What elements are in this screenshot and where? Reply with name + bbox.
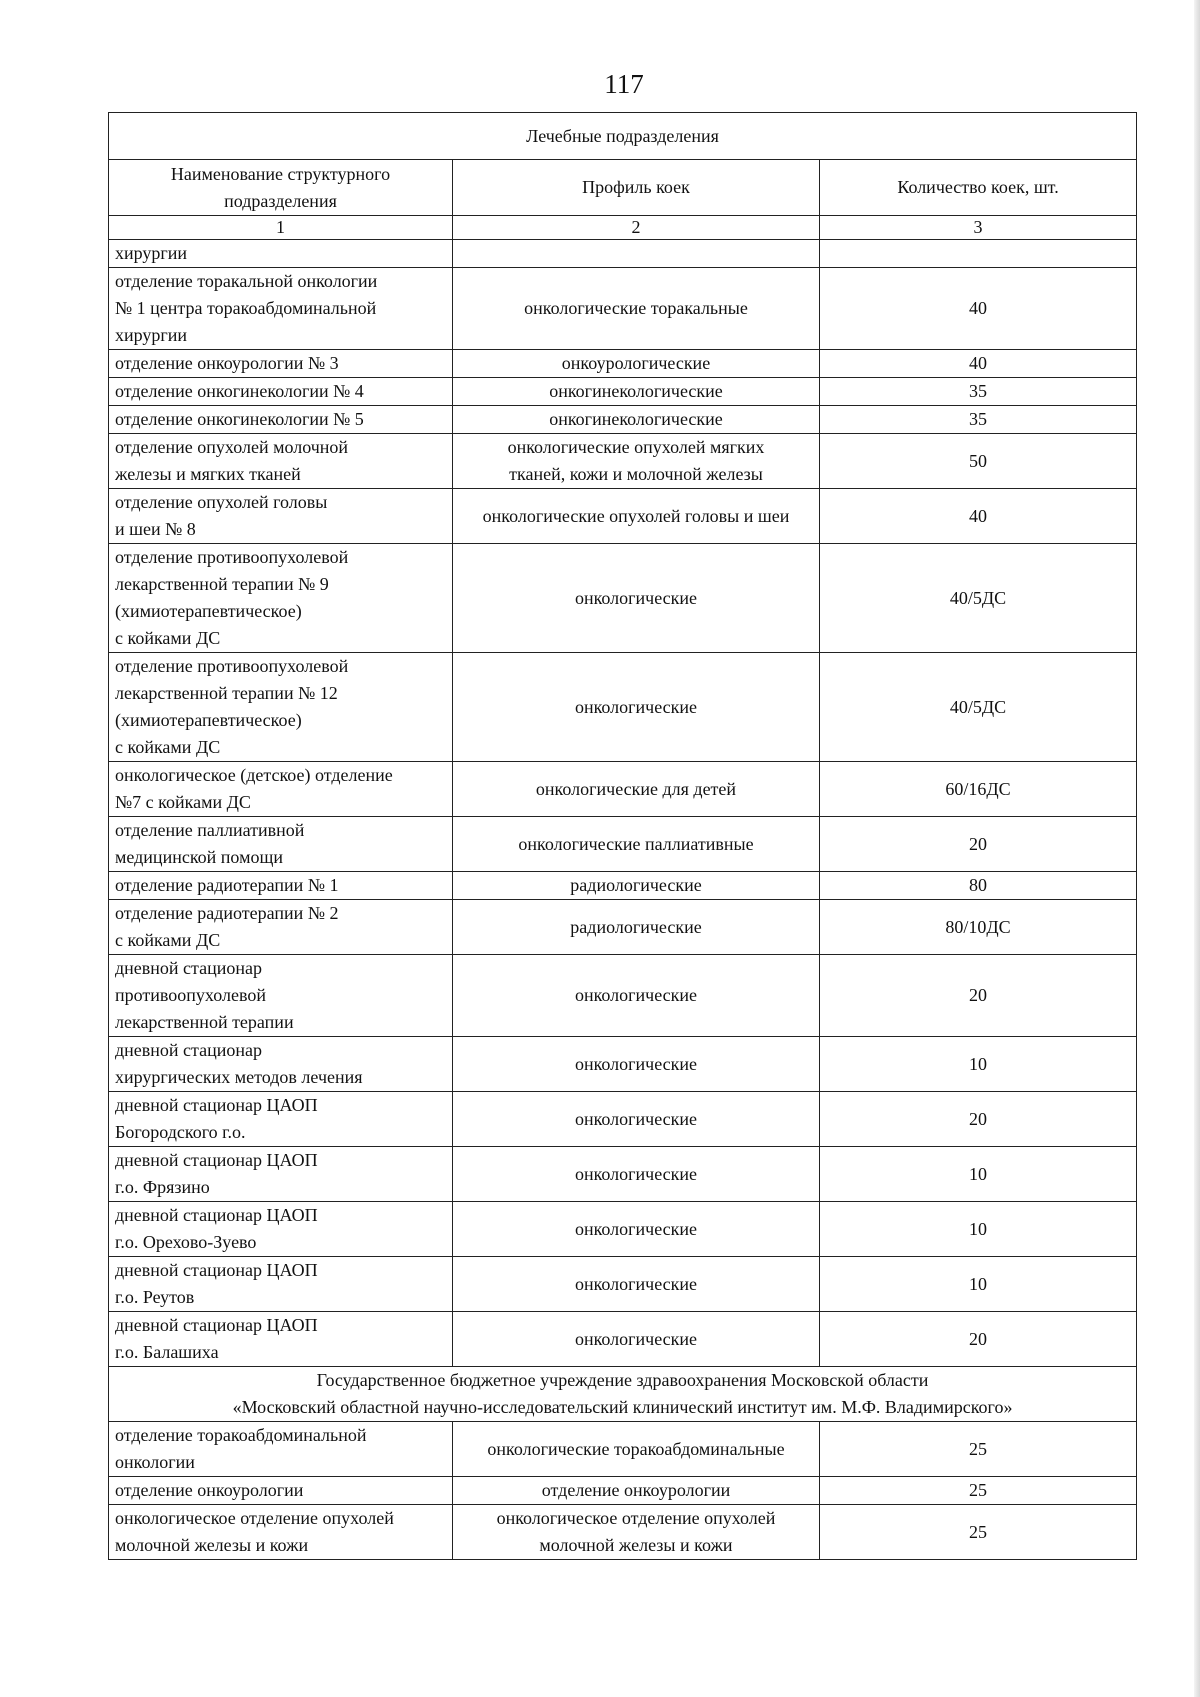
cell-name: отделение радиотерапии № 2 с койками ДС bbox=[109, 900, 453, 955]
table-row bbox=[109, 1092, 1137, 1147]
cell-count: 10 bbox=[820, 1202, 1137, 1257]
cell-name: отделение торакоабдоминальной онкологии bbox=[109, 1422, 453, 1477]
cell-count: 20 bbox=[820, 1312, 1137, 1367]
header-row bbox=[109, 160, 1137, 216]
table-row bbox=[109, 653, 1137, 762]
cell-profile: радиологические bbox=[453, 872, 820, 900]
cell-profile: онкологические для детей bbox=[453, 762, 820, 817]
cell-name: хирургии bbox=[109, 240, 453, 268]
table-row bbox=[109, 872, 1137, 900]
institution-row bbox=[109, 1422, 1137, 1477]
table-row bbox=[109, 350, 1137, 378]
table-row bbox=[109, 955, 1137, 1037]
section-title-row bbox=[109, 113, 1137, 160]
cell-count: 25 bbox=[820, 1422, 1137, 1477]
cell-name: дневной стационар ЦАОП г.о. Орехово-Зуево bbox=[109, 1202, 453, 1257]
table-row bbox=[109, 378, 1137, 406]
institution-row bbox=[109, 1505, 1137, 1560]
cell-count: 50 bbox=[820, 434, 1137, 489]
cell-count bbox=[820, 240, 1137, 268]
cell-profile: онкогинекологические bbox=[453, 378, 820, 406]
cell-count: 40 bbox=[820, 268, 1137, 350]
table-row bbox=[109, 900, 1137, 955]
cell-profile: онкологические опухолей головы и шеи bbox=[453, 489, 820, 544]
page-number: 117 bbox=[604, 69, 644, 99]
header-name: Наименование структурного подразделения bbox=[109, 160, 453, 216]
cell-profile: отделение онкоурологии bbox=[453, 1477, 820, 1505]
cell-count: 25 bbox=[820, 1477, 1137, 1505]
cell-name: отделение торакальной онкологии № 1 центра торакоабдоминальной хирургии bbox=[109, 268, 453, 350]
cell-count: 40 bbox=[820, 350, 1137, 378]
cell-profile: онкологические торакальные bbox=[453, 268, 820, 350]
cell-name: дневной стационар ЦАОП г.о. Балашиха bbox=[109, 1312, 453, 1367]
scan-edge bbox=[1194, 0, 1200, 1697]
cell-count: 80 bbox=[820, 872, 1137, 900]
cell-name: отделение онкогинекологии № 4 bbox=[109, 378, 453, 406]
table-row bbox=[109, 817, 1137, 872]
cell-profile: онкогинекологические bbox=[453, 406, 820, 434]
table-row bbox=[109, 434, 1137, 489]
cell-profile: онкологические торакоабдоминальные bbox=[453, 1422, 820, 1477]
cell-count: 40 bbox=[820, 489, 1137, 544]
cell-profile: радиологические bbox=[453, 900, 820, 955]
cell-name: дневной стационар ЦАОП г.о. Фрязино bbox=[109, 1147, 453, 1202]
column-number-3: 3 bbox=[820, 216, 1137, 240]
table-row bbox=[109, 406, 1137, 434]
cell-name: дневной стационар противоопухолевой лекарственной терапии bbox=[109, 955, 453, 1037]
cell-name: отделение онкоурологии bbox=[109, 1477, 453, 1505]
table-row bbox=[109, 1257, 1137, 1312]
cell-name: отделение онкоурологии № 3 bbox=[109, 350, 453, 378]
cell-count: 35 bbox=[820, 378, 1137, 406]
table-row bbox=[109, 762, 1137, 817]
cell-count: 35 bbox=[820, 406, 1137, 434]
column-number-row bbox=[109, 216, 1137, 240]
cell-profile: онкологические bbox=[453, 1312, 820, 1367]
column-number-1: 1 bbox=[109, 216, 453, 240]
cell-name: онкологическое отделение опухолей молочной железы и кожи bbox=[109, 1505, 453, 1560]
cell-profile: онкологические bbox=[453, 1037, 820, 1092]
cell-count: 10 bbox=[820, 1037, 1137, 1092]
cell-count: 20 bbox=[820, 817, 1137, 872]
table-row bbox=[109, 1202, 1137, 1257]
institution-row bbox=[109, 1477, 1137, 1505]
cell-profile: онкологические bbox=[453, 1257, 820, 1312]
cell-profile: онкологические bbox=[453, 1147, 820, 1202]
table-row bbox=[109, 1147, 1137, 1202]
cell-profile: онкологические bbox=[453, 1092, 820, 1147]
table-row bbox=[109, 544, 1137, 653]
cell-profile bbox=[453, 240, 820, 268]
cell-profile: онкологические bbox=[453, 653, 820, 762]
cell-name: дневной стационар ЦАОП г.о. Реутов bbox=[109, 1257, 453, 1312]
table-row bbox=[109, 1037, 1137, 1092]
cell-count: 20 bbox=[820, 1092, 1137, 1147]
cell-name: отделение онкогинекологии № 5 bbox=[109, 406, 453, 434]
table-row bbox=[109, 268, 1137, 350]
cell-profile: онкологическое отделение опухолей молочной железы и кожи bbox=[453, 1505, 820, 1560]
cell-name: онкологическое (детское) отделение №7 с койками ДС bbox=[109, 762, 453, 817]
cell-count: 10 bbox=[820, 1257, 1137, 1312]
beds-table bbox=[108, 112, 1137, 1560]
cell-profile: онкоурологические bbox=[453, 350, 820, 378]
section-title: Лечебные подразделения bbox=[109, 113, 1137, 160]
table-row bbox=[109, 1312, 1137, 1367]
institution-title-row bbox=[109, 1367, 1137, 1422]
cell-profile: онкологические bbox=[453, 544, 820, 653]
cell-count: 60/16ДС bbox=[820, 762, 1137, 817]
cell-count: 25 bbox=[820, 1505, 1137, 1560]
cell-name: дневной стационар хирургических методов лечения bbox=[109, 1037, 453, 1092]
cell-count: 40/5ДС bbox=[820, 653, 1137, 762]
cell-name: отделение радиотерапии № 1 bbox=[109, 872, 453, 900]
cell-name: отделение опухолей головы и шеи № 8 bbox=[109, 489, 453, 544]
cell-count: 20 bbox=[820, 955, 1137, 1037]
cell-profile: онкологические паллиативные bbox=[453, 817, 820, 872]
cell-profile: онкологические опухолей мягких тканей, кожи и молочной железы bbox=[453, 434, 820, 489]
cell-profile: онкологические bbox=[453, 955, 820, 1037]
header-profile: Профиль коек bbox=[453, 160, 820, 216]
cell-profile: онкологические bbox=[453, 1202, 820, 1257]
cell-name: отделение опухолей молочной железы и мягких тканей bbox=[109, 434, 453, 489]
cell-name: отделение противоопухолевой лекарственной терапии № 9 (химиотерапевтическое) с койками ДС bbox=[109, 544, 453, 653]
table-row bbox=[109, 240, 1137, 268]
institution-title: Государственное бюджетное учреждение здравоохранения Московской области «Московский областной научно-исследовательский клинический институт им. М.Ф. Владимирского» bbox=[109, 1367, 1137, 1422]
table-row bbox=[109, 489, 1137, 544]
cell-name: отделение паллиативной медицинской помощи bbox=[109, 817, 453, 872]
cell-count: 80/10ДС bbox=[820, 900, 1137, 955]
cell-count: 10 bbox=[820, 1147, 1137, 1202]
cell-name: отделение противоопухолевой лекарственной терапии № 12 (химиотерапевтическое) с койками ДС bbox=[109, 653, 453, 762]
cell-name: дневной стационар ЦАОП Богородского г.о. bbox=[109, 1092, 453, 1147]
header-count: Количество коек, шт. bbox=[820, 160, 1137, 216]
cell-count: 40/5ДС bbox=[820, 544, 1137, 653]
column-number-2: 2 bbox=[453, 216, 820, 240]
